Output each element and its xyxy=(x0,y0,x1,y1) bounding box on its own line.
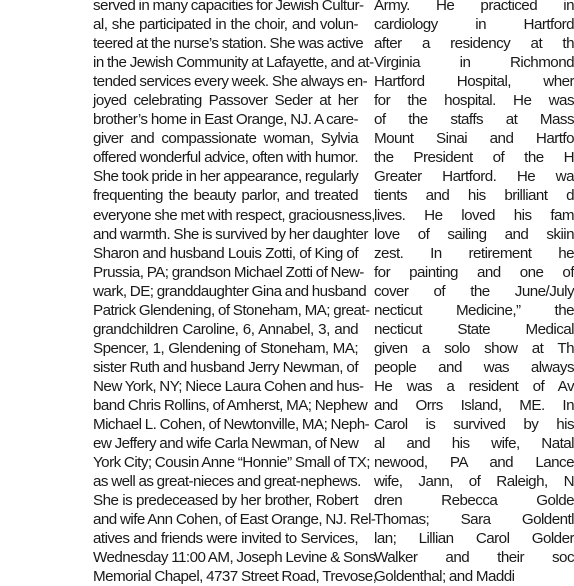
obituary-column-left xyxy=(93,0,377,586)
text-line: people and was always xyxy=(374,358,574,376)
text-line: Carol is survived by his xyxy=(374,416,574,434)
text-line: frequenting the beauty parlor, and treated xyxy=(93,187,358,205)
text-line: cardiology in Hartford xyxy=(374,16,574,34)
text-line: brother’s home in East Orange, NJ. A care- xyxy=(93,111,358,129)
text-line: York City; Cousin Anne “Honnie” Small of TX; xyxy=(93,454,370,472)
text-line: in the Jewish Community at Lafayette, and at- xyxy=(93,54,374,72)
text-line: and wife Ann Cohen, of East Orange, NJ. Rel- xyxy=(93,511,376,529)
text-line: Virginia in Richmond xyxy=(374,54,574,72)
text-line: Walker and their soc xyxy=(374,549,574,567)
text-line: joyed celebrating Passover Seder at her xyxy=(93,92,358,110)
text-line: Memorial Chapel, 4737 Street Road, Trevose, xyxy=(93,568,377,586)
text-line: Michael L. Cohen, of Newtonville, MA; Neph- xyxy=(93,416,370,434)
text-line: of the staffs at Mass xyxy=(374,111,574,129)
text-line: Goldenthal; and Maddi xyxy=(374,568,515,586)
text-line: served in many capacities for Jewish Cultur- xyxy=(93,0,364,14)
text-line: She took pride in her appearance, regularly xyxy=(93,168,359,186)
text-line: wark, DE; granddaughter Gina and husband xyxy=(93,282,367,300)
text-line: Wednesday 11:00 AM, Joseph Levine & Sons xyxy=(93,549,376,567)
text-line: He was a resident of Av xyxy=(374,377,574,395)
text-line: New York, NY; Niece Laura Cohen and hus- xyxy=(93,377,364,395)
text-line: lives. He loved his fam xyxy=(374,206,574,224)
text-line: Patrick Glendening, of Stoneham, MA; great- xyxy=(93,301,370,319)
text-line: lan; Lillian Carol Golder xyxy=(374,530,574,548)
text-line: al and his wife, Natal xyxy=(374,435,574,453)
obituary-column-right xyxy=(374,0,574,586)
text-line: atives and friends were invited to Services, xyxy=(93,530,358,548)
text-line: Sharon and husband Louis Zotti, of King of xyxy=(93,244,358,262)
text-line: band Chris Rollins, of Amherst, MA; Nephew xyxy=(93,396,368,414)
text-line: and Orrs Island, ME. In xyxy=(374,396,574,414)
text-line: Greater Hartford. He wa xyxy=(374,168,574,186)
text-line: necticut Medicine,” the xyxy=(374,301,574,319)
text-line: after a residency at th xyxy=(374,35,574,53)
text-line: Thomas; Sara Goldentl xyxy=(374,511,574,529)
text-line: love of sailing and skiin xyxy=(374,225,574,243)
text-line: al, she participated in the choir, and volun- xyxy=(93,16,358,34)
text-line: tended services every week. She always en- xyxy=(93,73,368,91)
text-line: teered at the nurse’s station. She was active xyxy=(93,35,364,53)
text-line: tients and his brilliant d xyxy=(374,187,574,205)
text-line: Prussia, PA; grandson Michael Zotti of New- xyxy=(93,263,364,281)
text-line: sister Ruth and husband Jerry Newman, of xyxy=(93,358,358,376)
text-line: She is predeceased by her brother, Robert xyxy=(93,492,358,510)
text-line: grandchildren Caroline, 6, Annabel, 3, and xyxy=(93,320,358,338)
text-line: given a solo show at Th xyxy=(374,339,574,357)
text-line: Spencer, 1, Glendening of Stoneham, MA; xyxy=(93,339,358,357)
text-line: wife, Jann, of Raleigh, N xyxy=(374,473,574,491)
text-line: giver and compassionate woman, Sylvia xyxy=(93,130,358,148)
text-line: and warmth. She is survived by her daughter xyxy=(93,225,368,243)
text-line: Army. He practiced in xyxy=(374,0,574,14)
text-line: the President of the H xyxy=(374,149,574,167)
text-line: Hartford Hospital, wher xyxy=(374,73,574,91)
text-line: for painting and one of xyxy=(374,263,574,281)
text-line: necticut State Medical xyxy=(374,320,574,338)
text-line: newood, PA and Lance xyxy=(374,454,574,472)
text-line: for the hospital. He was xyxy=(374,92,574,110)
text-line: Mount Sinai and Hartfo xyxy=(374,130,574,148)
text-line: as well as great-nieces and great-nephews. xyxy=(93,473,361,491)
text-line: ew Jeffery and wife Carla Newman, of New xyxy=(93,435,359,453)
text-line: offered wonderful advice, often with humor. xyxy=(93,149,358,167)
text-line: cover of the June/July xyxy=(374,282,574,300)
text-line: dren Rebecca Golde xyxy=(374,492,574,510)
text-line: zest. In retirement he xyxy=(374,244,574,262)
text-line: everyone she met with respect, graciousness, xyxy=(93,206,375,224)
